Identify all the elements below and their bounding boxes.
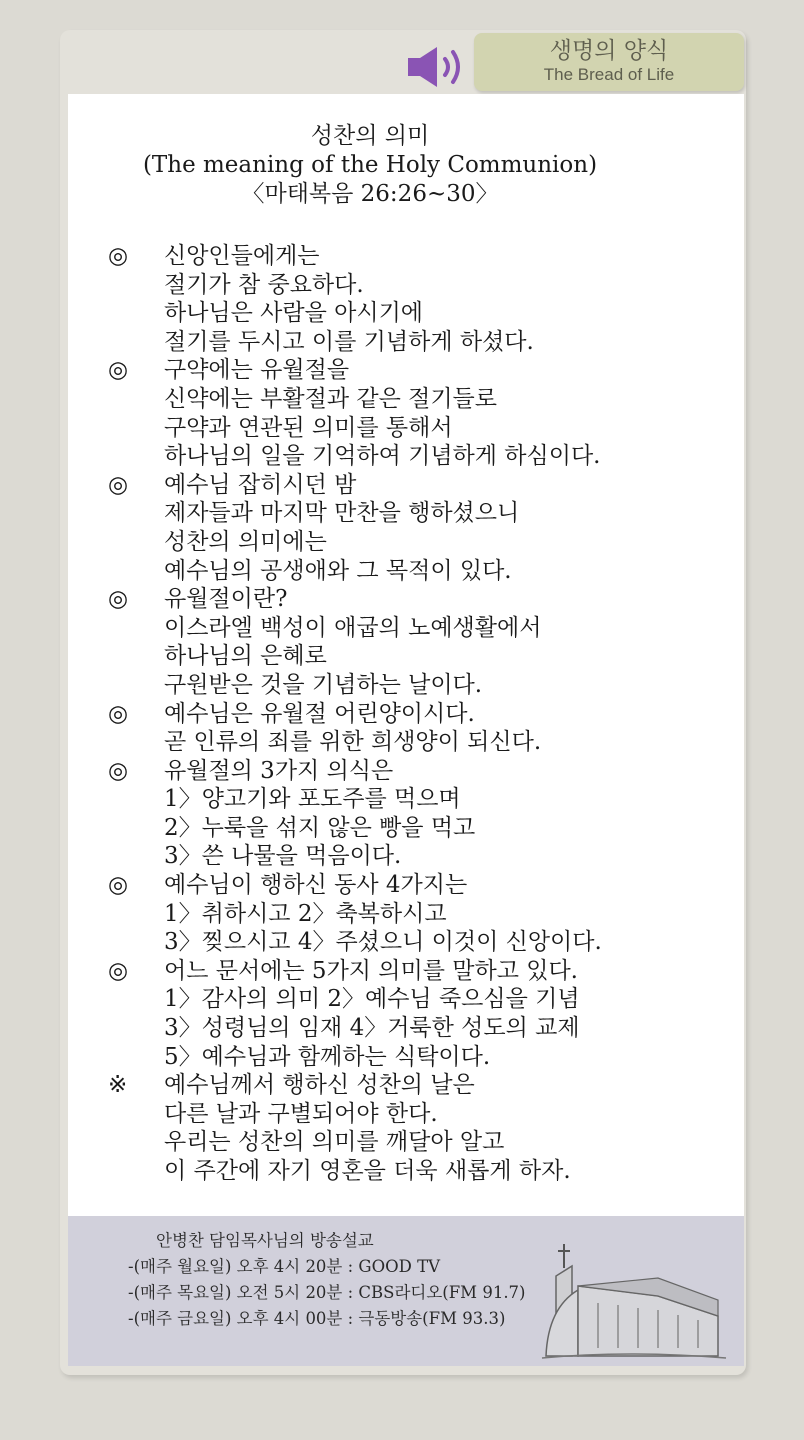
text-line: 1〉감사의 의미 2〉예수님 죽으심을 기념	[164, 986, 580, 1013]
sermon-point	[108, 242, 728, 356]
sermon-point-text	[164, 957, 580, 1071]
broadcast-footer	[68, 1216, 744, 1366]
text-line: 신약에는 부활절과 같은 절기들로	[164, 385, 497, 412]
text-line: 어느 문서에는 5가지 의미를 말하고 있다.	[164, 957, 578, 984]
sermon-title: 성찬의 의미	[310, 123, 430, 149]
brand-korean-title: 생명의 양식	[549, 38, 669, 64]
scripture-reference: 〈마태복음 26:26~30〉	[241, 181, 499, 207]
text-line: 예수님께서 행하신 성찬의 날은	[164, 1072, 475, 1099]
text-line: 하나님의 은혜로	[164, 643, 327, 670]
text-line: 2〉누룩을 섞지 않은 빵을 먹고	[164, 814, 476, 841]
text-line: 예수님이 행하신 동사 4가지는	[164, 872, 468, 899]
bullet-marker: ※	[108, 1072, 128, 1099]
bullet-marker: ◎	[108, 471, 129, 498]
sermon-point	[108, 757, 728, 871]
brand-english-title: The Bread of Life	[543, 65, 675, 84]
sermon-point	[108, 700, 728, 757]
sermon-point	[108, 957, 728, 1071]
text-line: 구약에는 유월절을	[164, 357, 350, 384]
sermon-point-text	[164, 585, 541, 699]
sermon-subtitle: (The meaning of the Holy Communion)	[142, 152, 598, 178]
text-line: 다른 날과 구별되어야 한다.	[164, 1100, 438, 1127]
bullet-marker: ◎	[108, 586, 129, 613]
bullet-marker: ◎	[108, 243, 129, 269]
sermon-point	[108, 356, 728, 470]
text-line: 유월절이란?	[164, 586, 288, 613]
sermon-point-text	[164, 471, 519, 585]
brand-banner	[474, 33, 744, 91]
broadcast-schedule-line: -(매주 목요일) 오전 5시 20분 : CBS라디오(FM 91.7)	[128, 1283, 526, 1302]
text-line: 구약과 연관된 의미를 통해서	[164, 414, 453, 441]
bullet-marker: ◎	[108, 357, 129, 384]
text-line: 절기가 참 중요하다.	[164, 271, 364, 298]
bullet-marker: ◎	[108, 700, 129, 727]
text-line: 3〉성령님의 임재 4〉거룩한 성도의 교제	[164, 1015, 580, 1042]
bullet-marker: ◎	[108, 757, 129, 784]
text-line: 1〉취하시고 2〉축복하시고	[164, 900, 447, 927]
sermon-point	[108, 471, 728, 585]
text-line: 예수님 잡히시던 밤	[164, 471, 357, 498]
text-line: 우리는 성찬의 의미를 깨달아 알고	[164, 1129, 505, 1156]
text-line: 3〉찢으시고 4〉주셨으니 이것이 신앙이다.	[164, 929, 602, 956]
sermon-point-text	[164, 356, 600, 470]
text-line: 하나님은 사람을 아시기에	[164, 300, 424, 327]
sermon-point-text	[164, 1071, 571, 1185]
text-line: 절기를 두시고 이를 기념하게 하셨다.	[164, 328, 534, 355]
text-line: 유월절의 3가지 의식은	[164, 757, 394, 784]
sermon-point	[108, 1071, 728, 1185]
text-line: 제자들과 마지막 만찬을 행하셨으니	[164, 500, 520, 527]
sermon-point	[108, 585, 728, 699]
text-line: 이 주간에 자기 영혼을 더욱 새롭게 하자.	[164, 1158, 571, 1184]
broadcast-heading: 안병찬 담임목사님의 방송설교	[156, 1231, 374, 1250]
church-building-icon	[538, 1238, 728, 1360]
bullet-marker: ◎	[108, 957, 129, 984]
text-line: 3〉쓴 나물을 먹음이다.	[164, 843, 402, 870]
sermon-point	[108, 871, 728, 957]
text-line: 5〉예수님과 함께하는 식탁이다.	[164, 1043, 491, 1070]
text-line: 예수님은 유월절 어린양이시다.	[164, 700, 475, 727]
sermon-card	[68, 94, 744, 1216]
text-line: 신앙인들에게는	[164, 243, 320, 269]
text-line: 예수님의 공생애와 그 목적이 있다.	[164, 557, 512, 584]
broadcast-schedule-line: -(매주 월요일) 오후 4시 20분 : GOOD TV	[128, 1257, 441, 1276]
text-line: 하나님의 일을 기억하여 기념하게 하심이다.	[164, 443, 601, 470]
sermon-header	[68, 122, 672, 209]
sermon-point-text	[164, 242, 534, 356]
broadcast-schedule-line: -(매주 금요일) 오후 4시 00분 : 극동방송(FM 93.3)	[128, 1309, 506, 1328]
text-line: 성찬의 의미에는	[164, 528, 327, 555]
sermon-point-text	[164, 757, 475, 871]
text-line: 구원받은 것을 기념하는 날이다.	[164, 671, 483, 698]
bullet-marker: ◎	[108, 872, 129, 899]
text-line: 1〉양고기와 포도주를 먹으며	[164, 786, 461, 813]
speaker-icon[interactable]	[405, 44, 469, 90]
sermon-points	[108, 242, 728, 1186]
sermon-point-text	[164, 871, 602, 957]
sermon-point-text	[164, 700, 541, 757]
broadcast-info	[128, 1228, 526, 1332]
text-line: 이스라엘 백성이 애굽의 노예생활에서	[164, 614, 542, 641]
text-line: 곧 인류의 죄를 위한 희생양이 되신다.	[164, 729, 542, 756]
